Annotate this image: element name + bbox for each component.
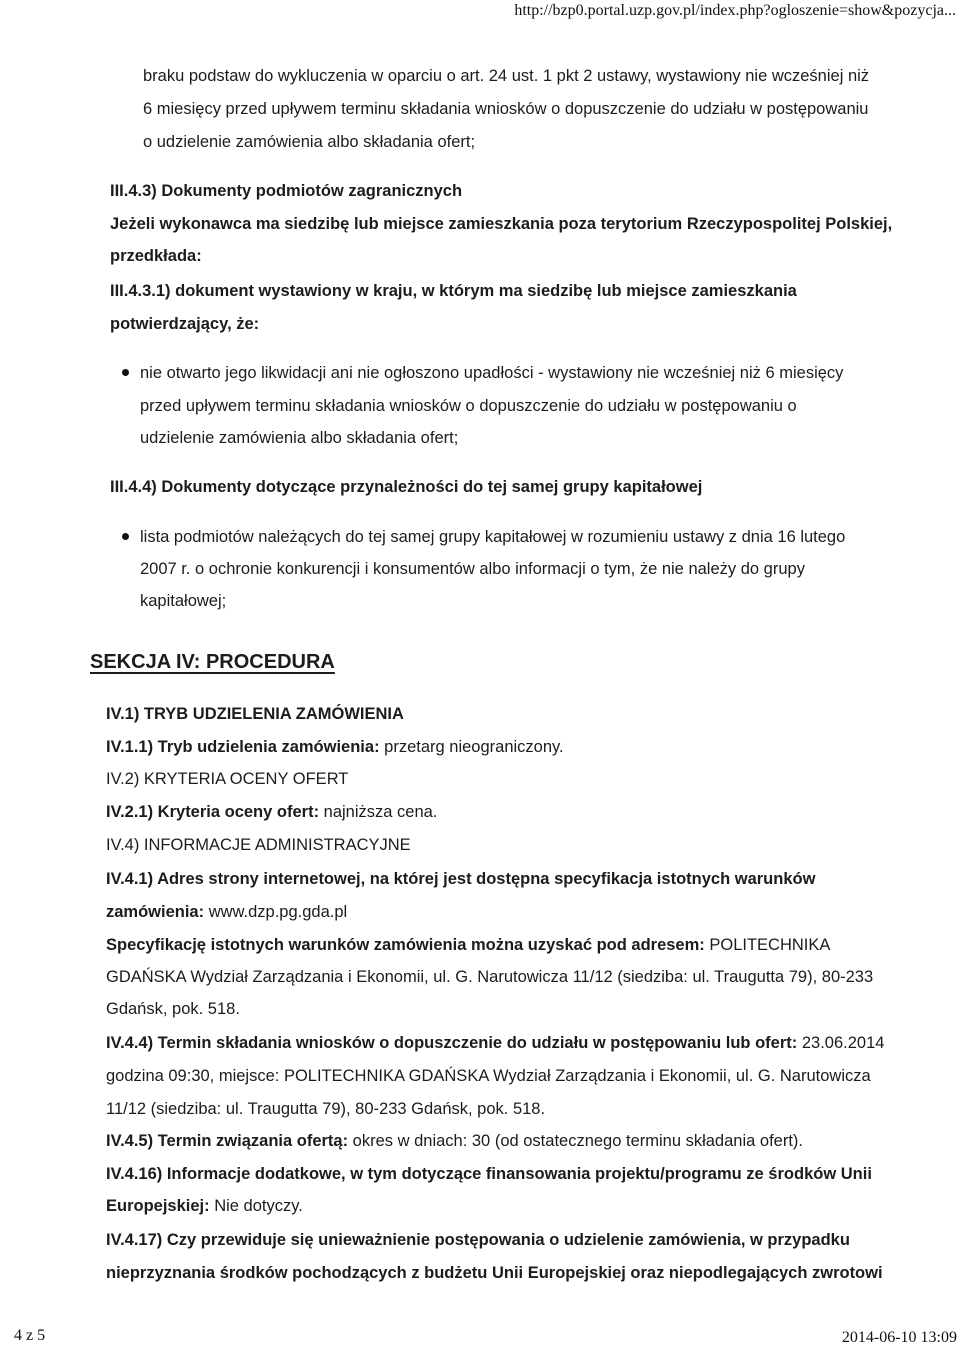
intro-line-3: o udzielenie zamówienia albo składania ofert; [143, 133, 476, 151]
bullet-icon [122, 369, 129, 376]
iv44-label: IV.4.4) Termin składania wniosków o dopuszczenie do udziału w postępowaniu lub ofert: [106, 1034, 798, 1052]
iv21-line [106, 802, 437, 822]
iv41-line-1: IV.4.1) Adres strony internetowej, na której jest dostępna specyfikacja istotnych warunków [106, 870, 816, 888]
intro-line-2: 6 miesięcy przed upływem terminu składania wniosków o dopuszczenie do udziału w postępowaniu [143, 100, 869, 118]
s3431-line-1: III.4.3.1) dokument wystawiony w kraju, w którym ma siedzibę lub miejsce zamieszkania [110, 282, 797, 300]
iv416-value: Nie dotyczy. [209, 1197, 303, 1215]
iv44-line-1 [106, 1033, 884, 1053]
section-iii-4-4-heading: III.4.4) Dokumenty dotyczące przynależności do tej samej grupy kapitałowej [110, 478, 703, 496]
iv41-url: www.dzp.pg.gda.pl [204, 903, 348, 921]
s343-line-2: przedkłada: [110, 247, 202, 265]
spec-line-1 [106, 935, 830, 955]
s344-bullet-line-1: lista podmiotów należących do tej samej grupy kapitałowej w rozumieniu ustawy z dnia 16 lutego [140, 528, 846, 546]
iv45-value: okres w dniach: 30 (od ostatecznego terminu składania ofert). [348, 1132, 803, 1150]
spec-line-2: GDAŃSKA Wydział Zarządzania i Ekonomii, ul. G. Narutowicza 11/12 (siedziba: ul. Traugutta 79), 80-233 [106, 968, 874, 986]
s343-line-1: Jeżeli wykonawca ma siedzibę lub miejsce zamieszkania poza terytorium Rzeczypospolitej Polskiej, [110, 215, 893, 233]
page-number: 4 z 5 [14, 1327, 46, 1344]
page-url: http://bzp0.portal.uzp.gov.pl/index.php?ogloszenie=show&pozycja... [514, 2, 956, 19]
iv1-heading: IV.1) TRYB UDZIELENIA ZAMÓWIENIA [106, 705, 404, 723]
s3431-bullet-line-1: nie otwarto jego likwidacji ani nie ogłoszono upadłości - wystawiony nie wcześniej niż 6 miesięcy [140, 364, 844, 382]
iv44-date: 23.06.2014 [797, 1034, 885, 1052]
spec-value: POLITECHNIKA [704, 936, 831, 954]
print-datetime: 2014-06-10 13:09 [841, 1329, 957, 1346]
spec-line-3: Gdańsk, pok. 518. [106, 1000, 240, 1018]
iv45-label: IV.4.5) Termin związania ofertą: [106, 1132, 349, 1150]
iv11-line [106, 737, 564, 757]
s3431-line-2: potwierdzający, że: [110, 315, 260, 333]
iv41-line-2 [106, 902, 347, 922]
bullet-icon [122, 533, 129, 540]
iv416-line-2 [106, 1196, 303, 1216]
section-iv-title: SEKCJA IV: PROCEDURA [90, 651, 335, 673]
iv2-heading: IV.2) KRYTERIA OCENY OFERT [106, 770, 349, 788]
iv417-line-2: nieprzyznania środków pochodzących z budżetu Unii Europejskiej oraz niepodlegających zwrotowi [106, 1264, 883, 1282]
iv45-line [106, 1131, 803, 1151]
iv21-label: IV.2.1) Kryteria oceny ofert: [106, 803, 320, 821]
s3431-bullet-line-2: przed upływem terminu składania wniosków o dopuszczenie do udziału w postępowaniu o [140, 397, 797, 415]
iv11-value: przetarg nieograniczony. [379, 738, 564, 756]
intro-line-1: braku podstaw do wykluczenia w oparciu o art. 24 ust. 1 pkt 2 ustawy, wystawiony nie wcześniej niż [143, 67, 870, 85]
iv44-line-2: godzina 09:30, miejsce: POLITECHNIKA GDAŃSKA Wydział Zarządzania i Ekonomii, ul. G. Narutowicza [106, 1067, 871, 1085]
iv11-label: IV.1.1) Tryb udzielenia zamówienia: [106, 738, 380, 756]
s344-bullet-line-2: 2007 r. o ochronie konkurencji i konsumentów albo informacji o tym, że nie należy do grupy [140, 560, 805, 578]
iv416-line-1: IV.4.16) Informacje dodatkowe, w tym dotyczące finansowania projektu/programu ze środków Unii [106, 1165, 872, 1183]
section-iii-4-3-heading: III.4.3) Dokumenty podmiotów zagranicznych [110, 182, 463, 200]
iv416-label: Europejskiej: [106, 1197, 210, 1215]
s344-bullet-line-3: kapitałowej; [140, 592, 227, 610]
iv21-value: najniższa cena. [319, 803, 438, 821]
s3431-bullet-line-3: udzielenie zamówienia albo składania ofert; [140, 429, 459, 447]
iv4-heading: IV.4) INFORMACJE ADMINISTRACYJNE [106, 836, 411, 854]
spec-label: Specyfikację istotnych warunków zamówienia można uzyskać pod adresem: [106, 936, 705, 954]
iv44-line-3: 11/12 (siedziba: ul. Traugutta 79), 80-233 Gdańsk, pok. 518. [106, 1100, 546, 1118]
iv41-label: zamówienia: [106, 903, 205, 921]
iv417-line-1: IV.4.17) Czy przewiduje się unieważnienie postępowania o udzielenie zamówienia, w przypadku [106, 1231, 850, 1249]
